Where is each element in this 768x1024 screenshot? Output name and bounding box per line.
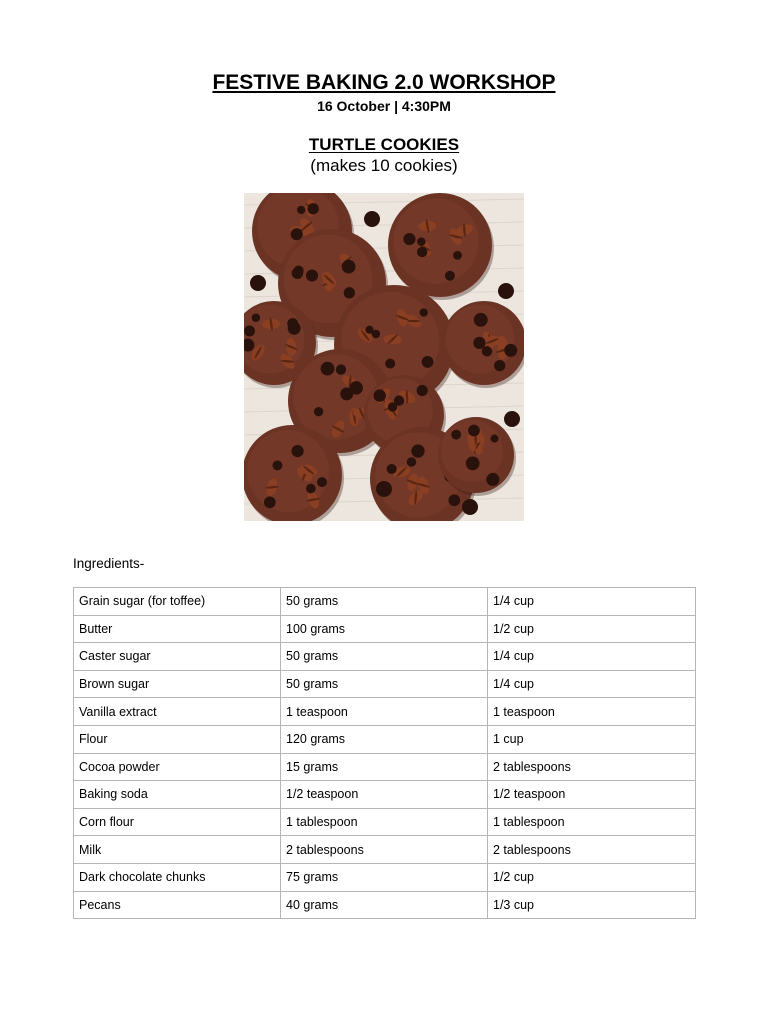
table-row <box>74 753 696 781</box>
table-row <box>74 588 696 616</box>
table-row <box>74 698 696 726</box>
table-row <box>74 670 696 698</box>
ingredient-grams-cell: 120 grams <box>281 725 488 753</box>
ingredient-cups-cell: 1/4 cup <box>488 643 696 671</box>
ingredient-grams-cell: 100 grams <box>281 615 488 643</box>
cookies-photo <box>244 193 524 521</box>
ingredient-cups-cell: 1/4 cup <box>488 588 696 616</box>
page-title: FESTIVE BAKING 2.0 WORKSHOP <box>212 71 556 94</box>
ingredient-grams-cell: 50 grams <box>281 643 488 671</box>
ingredient-name-cell: Dark chocolate chunks <box>74 863 281 891</box>
ingredient-cups-cell: 1/2 teaspoon <box>488 781 696 809</box>
ingredient-name-cell: Brown sugar <box>74 670 281 698</box>
ingredient-name-cell: Baking soda <box>74 781 281 809</box>
table-row <box>74 643 696 671</box>
ingredient-grams-cell: 1/2 teaspoon <box>281 781 488 809</box>
ingredient-grams-cell: 2 tablespoons <box>281 836 488 864</box>
recipe-yield: (makes 10 cookies) <box>310 156 458 175</box>
ingredient-cups-cell: 2 tablespoons <box>488 836 696 864</box>
ingredient-name-cell: Corn flour <box>74 808 281 836</box>
ingredients-table <box>73 587 696 919</box>
table-row <box>74 836 696 864</box>
ingredient-name-cell: Caster sugar <box>74 643 281 671</box>
ingredient-grams-cell: 50 grams <box>281 670 488 698</box>
ingredient-name-cell: Cocoa powder <box>74 753 281 781</box>
ingredient-cups-cell: 1 cup <box>488 725 696 753</box>
ingredient-name-cell: Butter <box>74 615 281 643</box>
ingredient-name-cell: Grain sugar (for toffee) <box>74 588 281 616</box>
ingredient-grams-cell: 75 grams <box>281 863 488 891</box>
ingredient-grams-cell: 1 tablespoon <box>281 808 488 836</box>
table-row <box>74 891 696 919</box>
ingredient-grams-cell: 50 grams <box>281 588 488 616</box>
ingredient-name-cell: Flour <box>74 725 281 753</box>
ingredients-label: Ingredients- <box>73 556 145 571</box>
ingredient-cups-cell: 1/2 cup <box>488 863 696 891</box>
ingredient-cups-cell: 1 teaspoon <box>488 698 696 726</box>
table-row <box>74 808 696 836</box>
ingredient-grams-cell: 40 grams <box>281 891 488 919</box>
table-row <box>74 863 696 891</box>
recipe-title: TURTLE COOKIES <box>308 135 460 154</box>
table-row <box>74 725 696 753</box>
table-row <box>74 781 696 809</box>
ingredient-name-cell: Milk <box>74 836 281 864</box>
ingredient-grams-cell: 15 grams <box>281 753 488 781</box>
ingredient-grams-cell: 1 teaspoon <box>281 698 488 726</box>
ingredient-cups-cell: 1/3 cup <box>488 891 696 919</box>
ingredient-cups-cell: 2 tablespoons <box>488 753 696 781</box>
event-datetime: 16 October | 4:30PM <box>317 98 451 114</box>
ingredient-name-cell: Pecans <box>74 891 281 919</box>
ingredient-cups-cell: 1/2 cup <box>488 615 696 643</box>
ingredient-cups-cell: 1 tablespoon <box>488 808 696 836</box>
ingredient-name-cell: Vanilla extract <box>74 698 281 726</box>
table-row <box>74 615 696 643</box>
ingredient-cups-cell: 1/4 cup <box>488 670 696 698</box>
